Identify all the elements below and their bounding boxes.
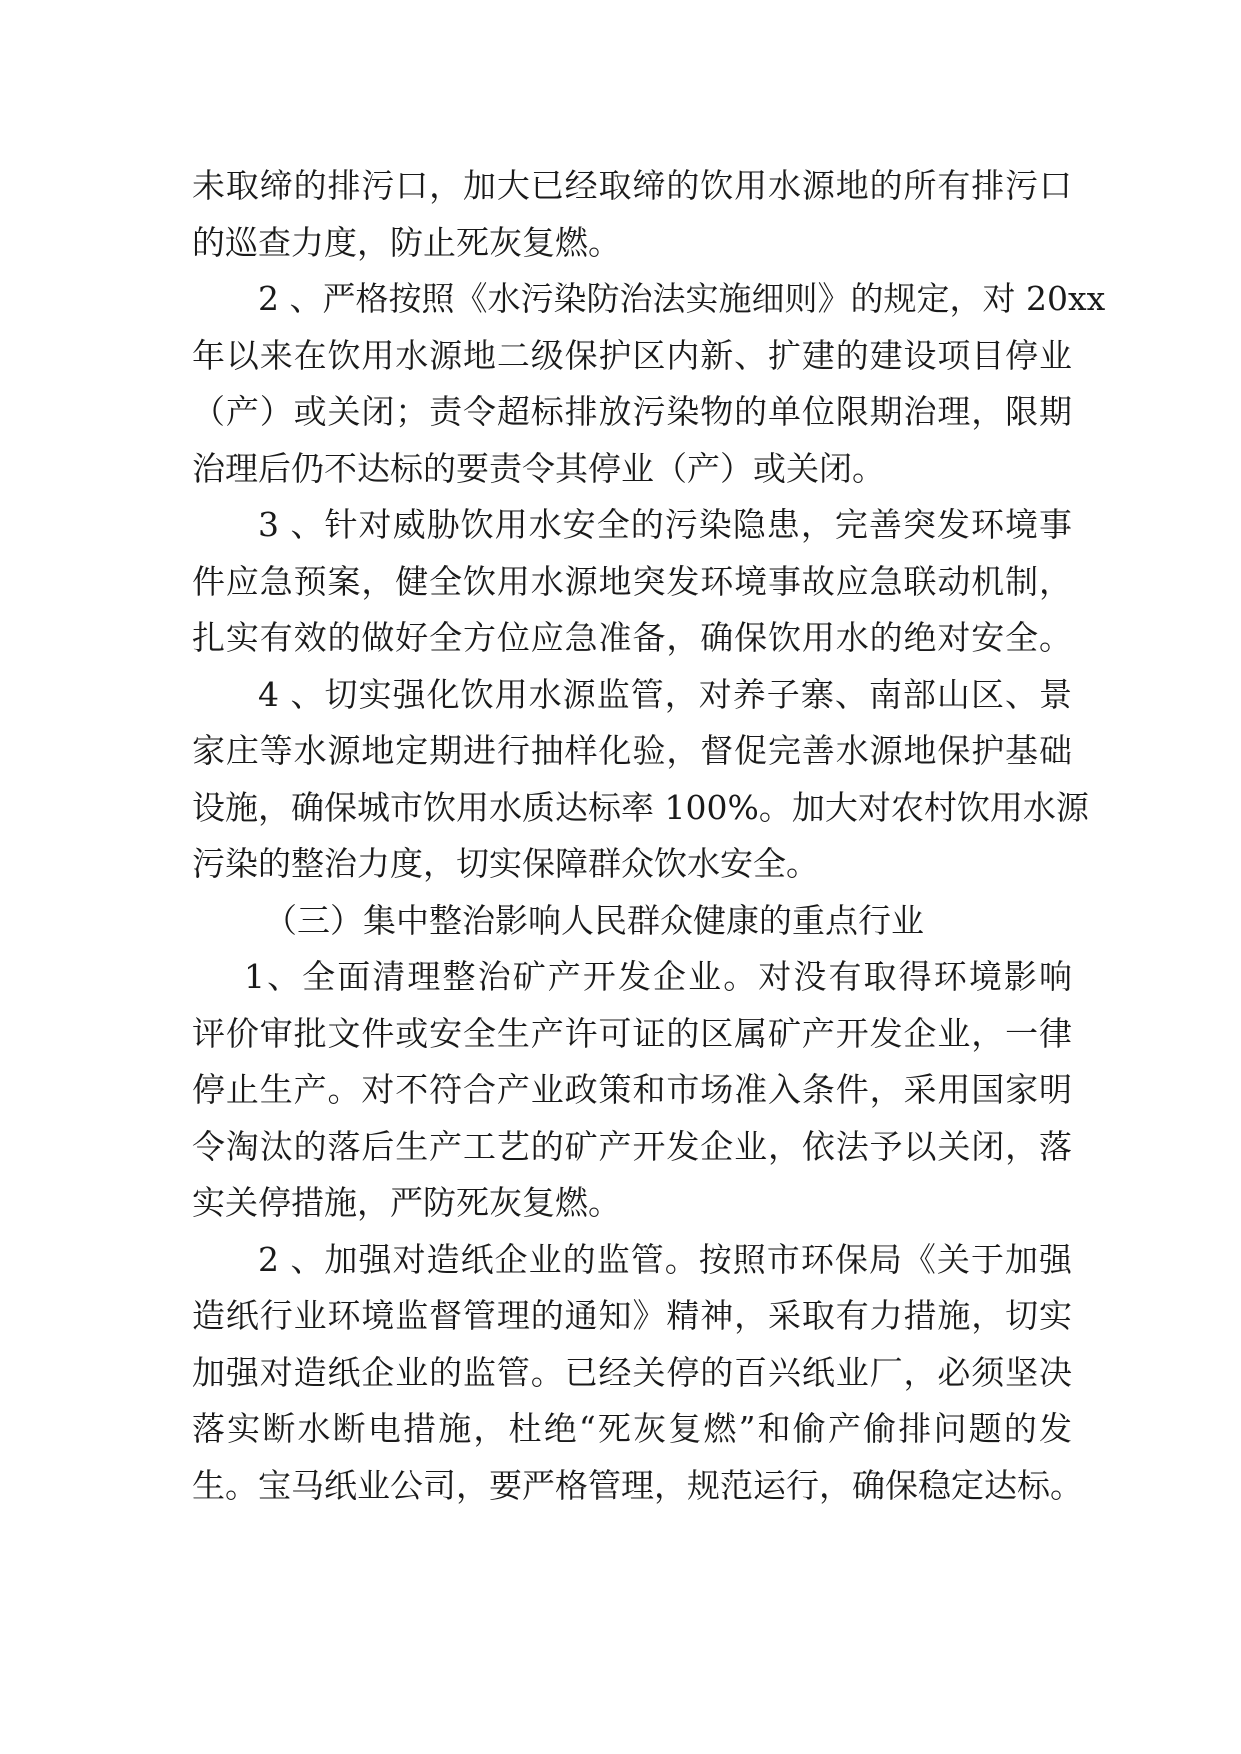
text-line: （产）或关闭；责令超标排放污染物的单位限期治理，限期 xyxy=(192,392,1072,431)
paragraph-start-line: 2 、加强对造纸企业的监管。按照市环保局《关于加强 xyxy=(258,1239,1072,1279)
paragraph-start-line: 2 、严格按照《水污染防治法实施细则》的规定，对 20xx xyxy=(258,279,1106,318)
text-line: 年以来在饮用水源地二级保护区内新、扩建的建设项目停业 xyxy=(192,335,1072,375)
text-line: 生。宝马纸业公司，要严格管理，规范运行，确保稳定达标。 xyxy=(192,1465,1083,1505)
section-heading: （三）集中整治影响人民群众健康的重点行业 xyxy=(264,900,924,940)
text-line: 落实断水断电措施，杜绝“死灰复燃”和偷产偷排问题的发 xyxy=(192,1409,1072,1448)
paragraph-start-line: 4 、切实强化饮用水源监管，对养子寨、南部山区、景 xyxy=(258,674,1072,714)
document-body xyxy=(192,158,1106,1514)
text-line: 家庄等水源地定期进行抽样化验，督促完善水源地保护基础 xyxy=(192,731,1072,770)
text-line: 实关停措施，严防死灰复燃。 xyxy=(192,1183,621,1222)
text-line: 造纸行业环境监督管理的通知》精神，采取有力措施，切实 xyxy=(192,1296,1072,1335)
text-line: 加强对造纸企业的监管。已经关停的百兴纸业厂，必须坚决 xyxy=(192,1352,1072,1392)
paragraph-start-line: 3 、针对威胁饮用水安全的污染隐患，完善突发环境事 xyxy=(258,505,1072,544)
text-line: 设施，确保城市饮用水质达标率 100%。加大对农村饮用水源 xyxy=(192,787,1089,827)
text-line: 件应急预案，健全饮用水源地突发环境事故应急联动机制， xyxy=(192,561,1072,601)
text-line: 扎实有效的做好全方位应急准备，确保饮用水的绝对安全。 xyxy=(192,618,1072,657)
paragraph-start-line: 1、全面清理整治矿产开发企业。对没有取得环境影响 xyxy=(244,957,1072,996)
text-line: 令淘汰的落后生产工艺的矿产开发企业，依法予以关闭，落 xyxy=(192,1126,1072,1166)
text-line: 的巡查力度，防止死灰复燃。 xyxy=(192,222,621,262)
text-line: 评价审批文件或安全生产许可证的区属矿产开发企业，一律 xyxy=(192,1013,1072,1053)
text-line: 治理后仍不达标的要责令其停业（产）或关闭。 xyxy=(192,448,885,488)
text-line: 未取缔的排污口，加大已经取缔的饮用水源地的所有排污口 xyxy=(192,166,1072,205)
text-line: 停止生产。对不符合产业政策和市场准入条件，采用国家明 xyxy=(192,1070,1072,1109)
text-line: 污染的整治力度，切实保障群众饮水安全。 xyxy=(192,844,819,883)
